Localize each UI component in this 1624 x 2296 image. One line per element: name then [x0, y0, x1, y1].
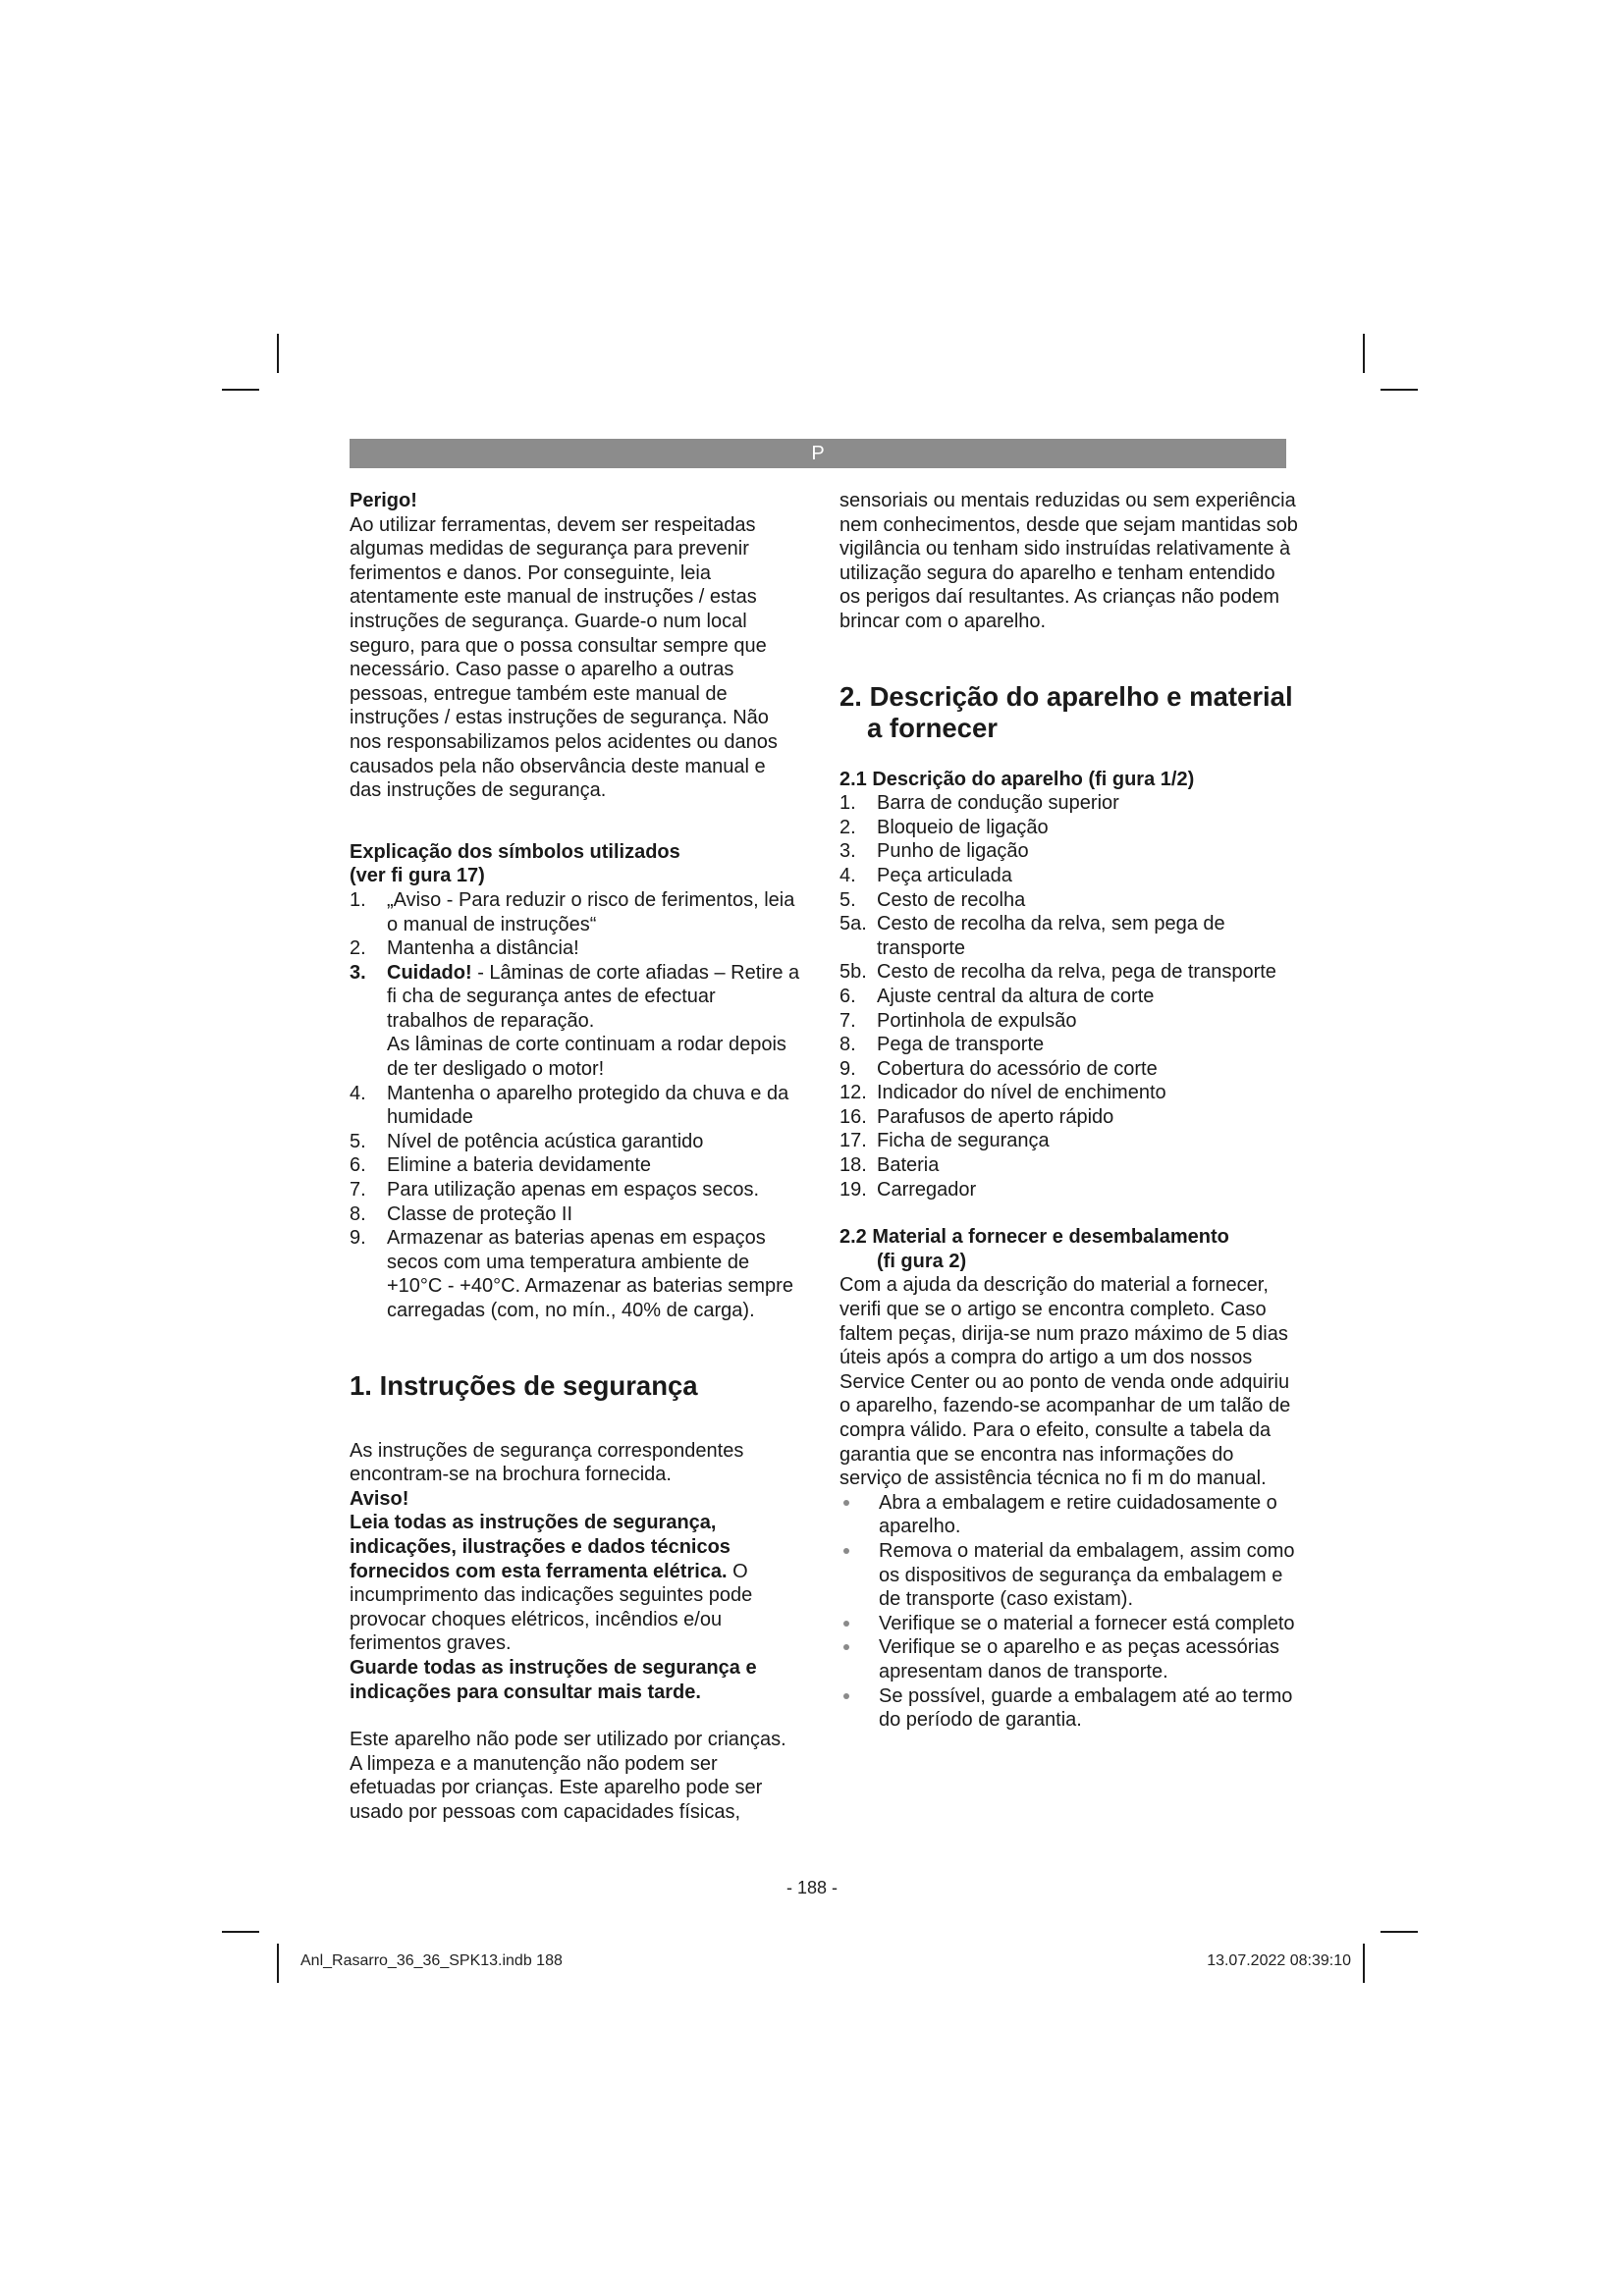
danger-text: Ao utilizar ferramentas, devem ser respeitadas algumas medidas de segurança para prevenir ferimentos e danos. Por conseguinte, leia atentamente este manual de instruções / estas instruções de segurança. Guarde-o num local seguro, para que o possa consultar sempre que necessário. Caso passe o aparelho a outras pessoas, entregue também este manual de instruções / estas instruções de segurança. Não nos responsabilizamos pelos acidentes ou danos causados pela não observância deste manual e das instruções de segurança.	[350, 513, 778, 802]
part-item: 4. Peça articulada	[839, 864, 1012, 886]
crop-mark-top-left-v	[277, 334, 279, 373]
symbol-item: 5. Nível de potência acústica garantido	[350, 1130, 704, 1152]
symbols-subtitle: (ver fi gura 17)	[350, 865, 485, 887]
bullet-item: Remova o material da embalagem, assim como os dispositivos de segurança da embalagem e de transporte (caso existam).	[839, 1539, 1301, 1612]
symbol-item: 7. Para utilização apenas em espaços secos.	[350, 1179, 760, 1201]
part-item: 8. Pega de transporte	[839, 1034, 1045, 1056]
symbol-item: 8. Classe de proteção II	[350, 1202, 572, 1225]
left-column	[350, 489, 801, 1825]
warning-label: Aviso!	[350, 1487, 409, 1510]
bullet-item: Verifique se o material a fornecer está completo	[839, 1612, 1301, 1636]
crop-mark-top-right-v	[1363, 334, 1365, 373]
language-code: P	[811, 443, 825, 464]
children-text-continued: sensoriais ou mentais reduzidas ou sem experiência nem conhecimentos, desde que sejam mantidas sob vigilância ou tenham sido instruídas relativamente à utilização segura do aparelho e tenham entendido os perigos daí resultantes. As crianças não podem brincar com o aparelho.	[839, 490, 1298, 632]
symbol-item: 9. Armazenar as baterias apenas em espaços secos com uma temperatura ambiente de +10°C - +40°C. Armazenar as baterias sempre carregadas (com, no mín., 40% de carga).	[350, 1227, 793, 1321]
footer-file-name: Anl_Rasarro_36_36_SPK13.indb 188	[300, 1952, 563, 1969]
part-item: 18. Bateria	[839, 1154, 940, 1177]
children-text: Este aparelho não pode ser utilizado por crianças. A limpeza e a manutenção não podem ser efetuadas por crianças. Este aparelho pode ser usado por pessoas com capacidades físicas,	[350, 1729, 786, 1823]
part-item: 19. Carregador	[839, 1178, 977, 1201]
unpacking-steps	[839, 1491, 1301, 1733]
footer-timestamp: 13.07.2022 08:39:10	[1207, 1952, 1351, 1969]
subsection-2-2-text: Com a ajuda da descrição do material a fornecer, verifi que se o artigo se encontra completo. Caso faltem peças, dirija-se num prazo máximo de 5 dias úteis após a compra do artigo a um dos nossos Service Center ou ao ponto de venda onde adquiriu o aparelho, fazendo-se acompanhar de um talão de compra válido. Para o efeito, consulte a tabela da garantia que se encontra nas informações do serviço de assistência técnica no fi m do manual.	[839, 1274, 1291, 1490]
bullet-item: Verifique se o aparelho e as peças acessórias apresentam danos de transporte.	[839, 1635, 1301, 1683]
right-column	[839, 489, 1301, 1733]
bullet-icon	[843, 1500, 849, 1506]
page-number: - 188 -	[785, 1878, 839, 1897]
part-item: 7. Portinhola de expulsão	[839, 1009, 1077, 1032]
section-1-title: 1. Instruções de segurança	[350, 1369, 698, 1401]
parts-list	[839, 791, 1301, 1201]
part-item: 9. Cobertura do acessório de corte	[839, 1057, 1158, 1080]
symbol-item: 2. Mantenha a distância!	[350, 937, 579, 960]
bullet-item: Abra a embalagem e retire cuidadosamente o aparelho.	[839, 1491, 1301, 1539]
bullet-icon	[843, 1693, 849, 1699]
keep-instructions: Guarde todas as instruções de segurança e indicações para consultar mais tarde.	[350, 1656, 757, 1703]
part-item: 5b. Cesto de recolha da relva, pega de transporte	[839, 961, 1276, 984]
part-item: 12. Indicador do nível de enchimento	[839, 1082, 1166, 1104]
language-header-bar	[350, 439, 1286, 468]
crop-mark-bottom-right-v	[1363, 1944, 1365, 1983]
symbol-item: 3. Cuidado! - Lâminas de corte afiadas – Retire a fi cha de segurança antes de efectuar trabalhos de reparação. As lâminas de corte continuam a rodar depois de ter desligado o motor!	[350, 961, 800, 1081]
part-item: 2. Bloqueio de ligação	[839, 816, 1049, 838]
symbol-item: 1. „Aviso - Para reduzir o risco de ferimentos, leia o manual de instruções“	[350, 888, 795, 935]
part-item: 5a. Cesto de recolha da relva, sem pega de transporte	[839, 913, 1225, 959]
part-item: 17. Ficha de segurança	[839, 1130, 1050, 1152]
bullet-icon	[843, 1621, 849, 1627]
crop-mark-bottom-left-v	[277, 1944, 279, 1983]
section-2-title: 2. Descrição do aparelho e material a fornecer	[839, 680, 1293, 743]
part-item: 6. Ajuste central da altura de corte	[839, 985, 1155, 1007]
danger-title: Perigo!	[350, 490, 417, 511]
crop-mark-top-left-h	[222, 389, 259, 391]
subsection-2-2-title: 2.2 Material a fornecer e desembalamento (fi gura 2)	[839, 1226, 1229, 1272]
part-item: 5. Cesto de recolha	[839, 888, 1026, 911]
symbol-item: 4. Mantenha o aparelho protegido da chuva e da humidade	[350, 1082, 789, 1129]
bullet-icon	[843, 1548, 849, 1554]
part-item: 3. Punho de ligação	[839, 840, 1029, 863]
section-1-intro: As instruções de segurança correspondentes encontram-se na brochura fornecida.	[350, 1439, 744, 1486]
crop-mark-bottom-right-h	[1380, 1931, 1418, 1933]
symbols-title: Explicação dos símbolos utilizados	[350, 840, 680, 863]
part-item: 1. Barra de condução superior	[839, 792, 1119, 815]
subsection-2-1-title: 2.1 Descrição do aparelho (fi gura 1/2)	[839, 768, 1195, 790]
crop-mark-bottom-left-h	[222, 1931, 259, 1933]
part-item: 16. Parafusos de aperto rápido	[839, 1105, 1114, 1128]
crop-mark-top-right-h	[1380, 389, 1418, 391]
symbols-list	[350, 888, 801, 1323]
bullet-icon	[843, 1644, 849, 1650]
bullet-item: Se possível, guarde a embalagem até ao termo do período de garantia.	[839, 1684, 1301, 1733]
symbol-item: 6. Elimine a bateria devidamente	[350, 1154, 652, 1177]
warning-paragraph: Leia todas as instruções de segurança, indicações, ilustrações e dados técnicos fornecidos com esta ferramenta elétrica. O incumprimento das indicações seguintes pode provocar choques elétricos, incêndios e/ou ferimentos graves.	[350, 1512, 753, 1655]
